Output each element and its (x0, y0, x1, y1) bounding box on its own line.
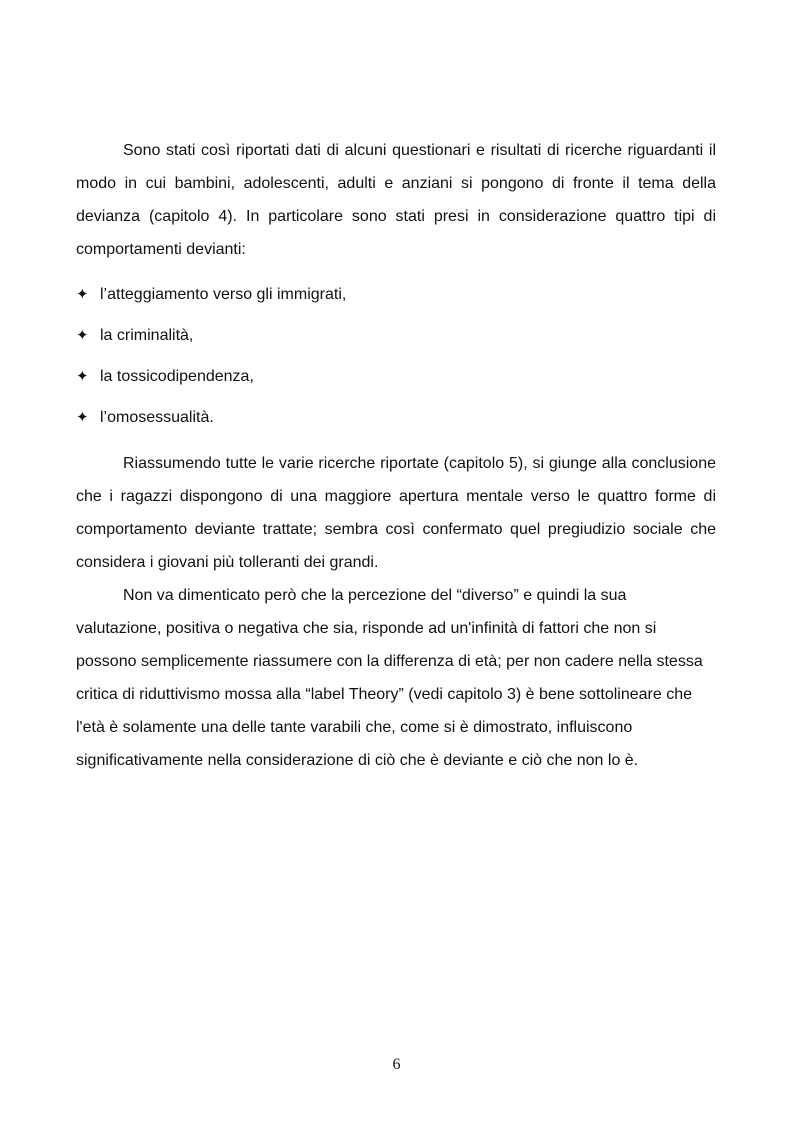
deviance-types-list (76, 274, 716, 438)
four-point-star-bullet-icon: ✦ (76, 408, 89, 426)
page-number: 6 (392, 1056, 401, 1073)
list-item-text: l’omosessualità. (100, 409, 214, 426)
document-page (76, 134, 716, 777)
four-point-star-bullet-icon: ✦ (76, 326, 89, 344)
four-point-star-bullet-icon: ✦ (76, 367, 89, 385)
intro-paragraph: Sono stati così riportati dati di alcuni questionari e risultati di ricerche riguardanti il modo in cui bambini, adolescenti, adulti e anziani si pongono di fronte il tema della devianza (capitolo 4). In particolare sono stati presi in considerazione quattro tipi di comportamenti devianti: (76, 142, 716, 258)
list-item-text: la tossicodipendenza, (100, 368, 254, 385)
list-item (76, 356, 716, 397)
list-item-text: la criminalità, (100, 327, 194, 344)
list-item (76, 315, 716, 356)
list-item-text: l’atteggiamento verso gli immigrati, (100, 286, 347, 303)
list-item (76, 274, 716, 315)
summary-paragraph: Riassumendo tutte le varie ricerche riportate (capitolo 5), si giunge alla conclusione che i ragazzi dispongono di una maggiore apertura mentale verso le quattro forme di comportamento deviante trattate; sembra così confermato quel pregiudizio sociale che considera i giovani più tolleranti dei grandi. (76, 455, 716, 571)
conclusion-paragraph: Non va dimenticato però che la percezione del “diverso” e quindi la sua valutazione, positiva o negativa che sia, risponde ad un'infinità di fattori che non si possono semplicemente riassumere con la differenza di età; per non cadere nella stessa critica di riduttivismo mossa alla “label Theory” (vedi capitolo 3) è bene sottolineare che l'età è solamente una delle tante varabili che, come si è dimostrato, influiscono significativamente nella considerazione di ciò che è deviante e ciò che non lo è. (76, 587, 703, 769)
list-item (76, 397, 716, 438)
four-point-star-bullet-icon: ✦ (76, 285, 89, 303)
